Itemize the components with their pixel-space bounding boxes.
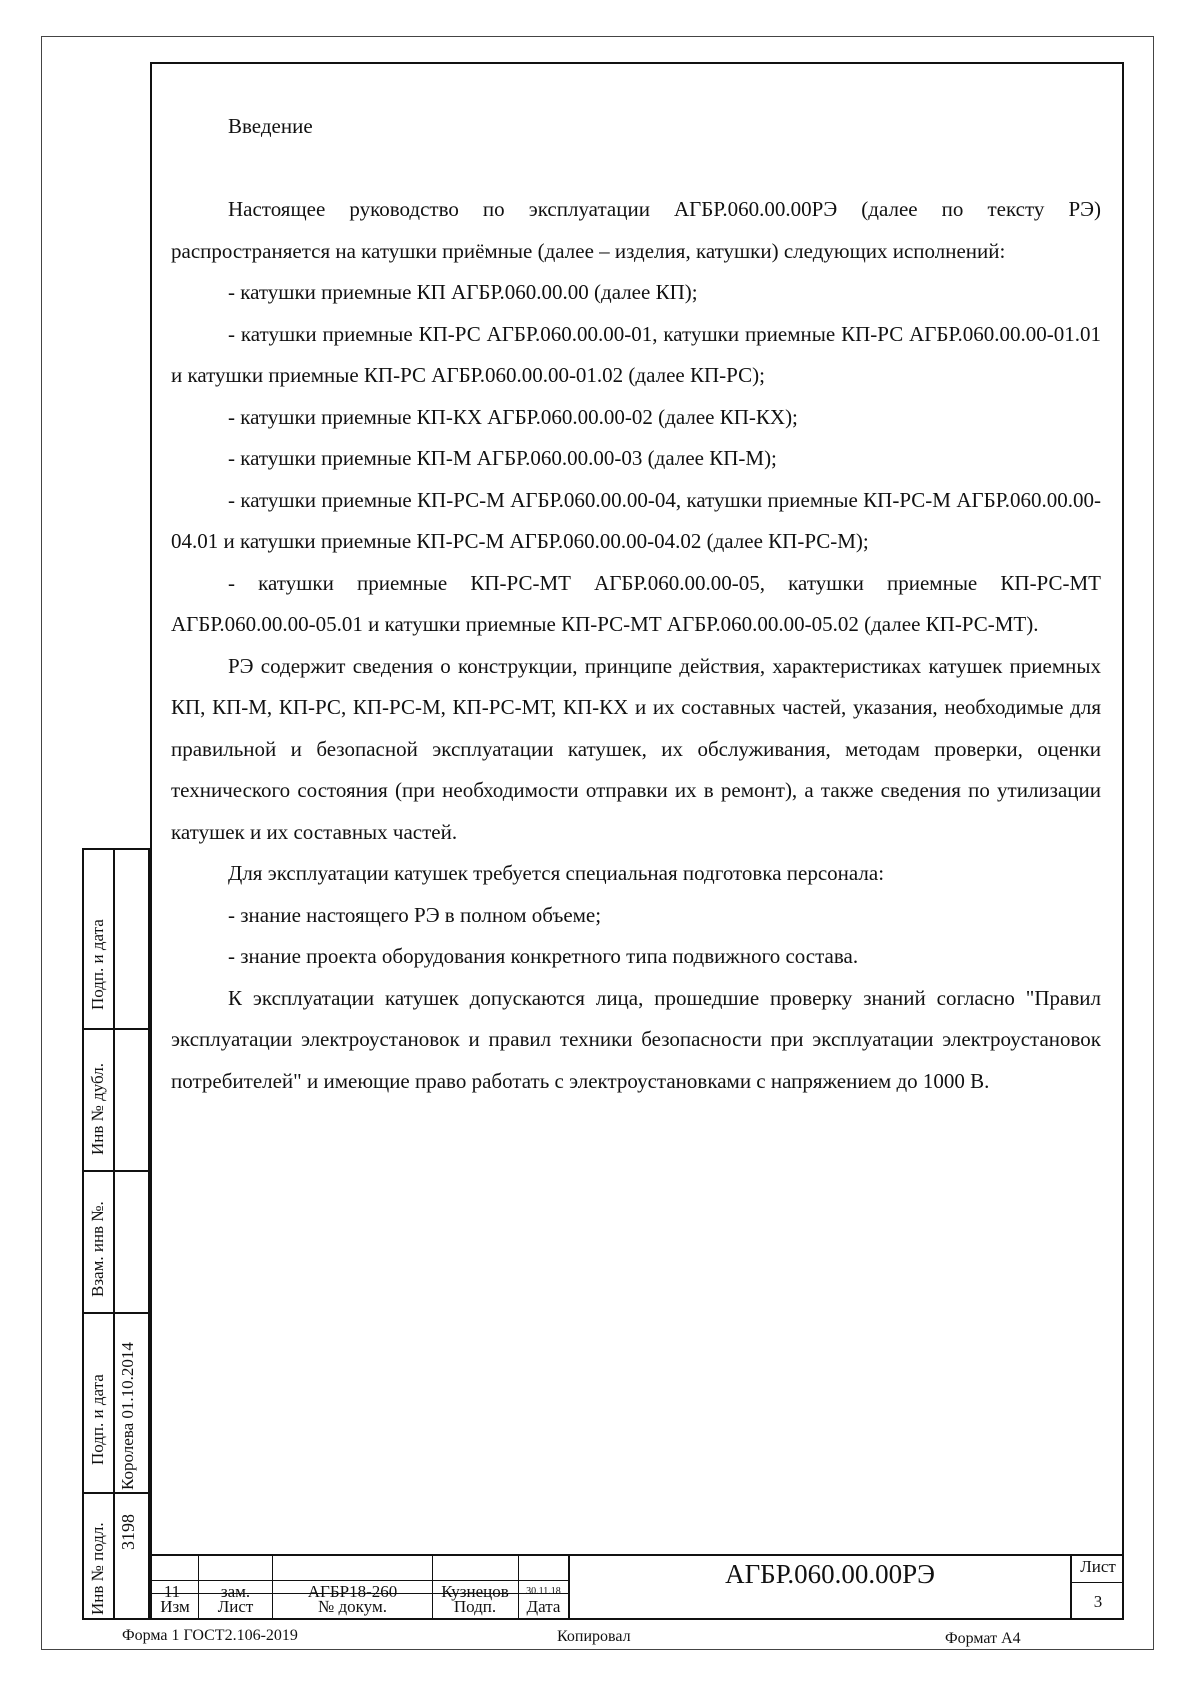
side-stamp-row-line [84, 1312, 148, 1314]
vzam-inv-label: Взам. инв №. [88, 1201, 107, 1297]
list-item: - катушки приемные КП-М АГБР.060.00.00-03 (далее КП-М); [228, 446, 777, 470]
side-stamp-row-line [84, 1492, 148, 1494]
list-value: зам. [220, 1582, 251, 1601]
podp-data-bottom-label: Подп. и дата [88, 1374, 107, 1465]
paragraph: К эксплуатации катушек допускаются лица, прошедшие проверку знаний согласно "Правил эксплуатации электроустановок и правил техники безопасности при эксплуатации электроустановок потребителей" и имеющие право работать с электроустановками с напряжением до 1000 В. [171, 985, 1101, 1093]
side-stamp-row-line [84, 1028, 148, 1030]
list-item: - катушки приемные КП-РС-МТ АГБР.060.00.00-05, катушки приемные КП-РС-МТ АГБР.060.00.00-05.01 и катушки приемные КП-РС-МТ АГБР.060.00.00-05.02 (далее КП-РС-МТ). [171, 570, 1101, 636]
title-block-row-line [150, 1580, 568, 1581]
side-stamp-divider [113, 850, 115, 1618]
section-heading: Введение [228, 114, 313, 138]
list-item: - знание настоящего РЭ в полном объеме; [228, 902, 602, 927]
side-stamp-row-line [84, 1170, 148, 1172]
doc-number-value: АГБР18-260 [307, 1582, 398, 1601]
signature-name: Кузнецов [441, 1582, 509, 1601]
footer-format: Формат А4 [945, 1630, 1021, 1647]
signature-date: 30.11.18 [526, 1586, 561, 1597]
title-block-top-line [150, 1554, 1124, 1556]
list-item: - катушки приемные КП-РС АГБР.060.00.00-01, катушки приемные КП-РС АГБР.060.00.00-01.01 и катушки приемные КП-РС АГБР.060.00.00-01.02 (далее КП-РС); [171, 321, 1101, 387]
sheet-label: Лист [1080, 1557, 1116, 1576]
list-item: - знание проекта оборудования конкретного типа подвижного состава. [228, 944, 859, 968]
sheet-number: 3 [1093, 1592, 1103, 1611]
list-label: Лист [217, 1597, 254, 1616]
footer-form: Форма 1 ГОСТ2.106-2019 [122, 1627, 298, 1644]
inv-podl-label: Инв № подл. [88, 1522, 107, 1615]
podp-label: Подп. [453, 1597, 497, 1616]
footer-copied: Копировал [557, 1628, 631, 1645]
list-item: - катушки приемные КП АГБР.060.00.00 (далее КП); [228, 280, 698, 304]
inv-podl-value: 3198 [118, 1514, 138, 1550]
list-item: - катушки приемные КП-КХ АГБР.060.00.00-02 (далее КП-КХ); [228, 404, 798, 429]
inv-dubl-label: Инв № дубл. [88, 1062, 107, 1155]
izm-label: Изм [160, 1597, 190, 1616]
date-label: Дата [526, 1597, 561, 1616]
paragraph: Настоящее руководство по эксплуатации АГБР.060.00.00РЭ (далее по тексту РЭ) распространяется на катушки приёмные (далее – изделия, катушки) следующих исполнений: [171, 197, 1101, 263]
podp-data-value: Королева 01.10.2014 [118, 1342, 137, 1490]
izm-value: 11 [163, 1582, 181, 1601]
list-item: - катушки приемные КП-РС-М АГБР.060.00.00-04, катушки приемные КП-РС-М АГБР.060.00.00-04.01 и катушки приемные КП-РС-М АГБР.060.00.00-04.02 (далее КП-РС-М); [171, 487, 1101, 553]
document-body [171, 106, 1101, 1102]
paragraph: Для эксплуатации катушек требуется специальная подготовка персонала: [228, 861, 885, 885]
podp-data-top-label: Подп. и дата [88, 919, 107, 1010]
doc-label: № докум. [318, 1597, 387, 1616]
paragraph: РЭ содержит сведения о конструкции, принципе действия, характеристиках катушек приемных КП, КП-М, КП-РС, КП-РС-М, КП-РС-МТ, КП-КХ и их составных частей, указания, необходимые для правильной и безопасной эксплуатации катушек, их обслуживания, методам проверки, оценки технического состояния (при необходимости отправки их в ремонт), а также сведения по утилизации катушек и их составных частей. [171, 653, 1101, 844]
side-stamp [82, 848, 150, 1620]
document-code: АГБР.060.00.00РЭ [725, 1559, 935, 1589]
